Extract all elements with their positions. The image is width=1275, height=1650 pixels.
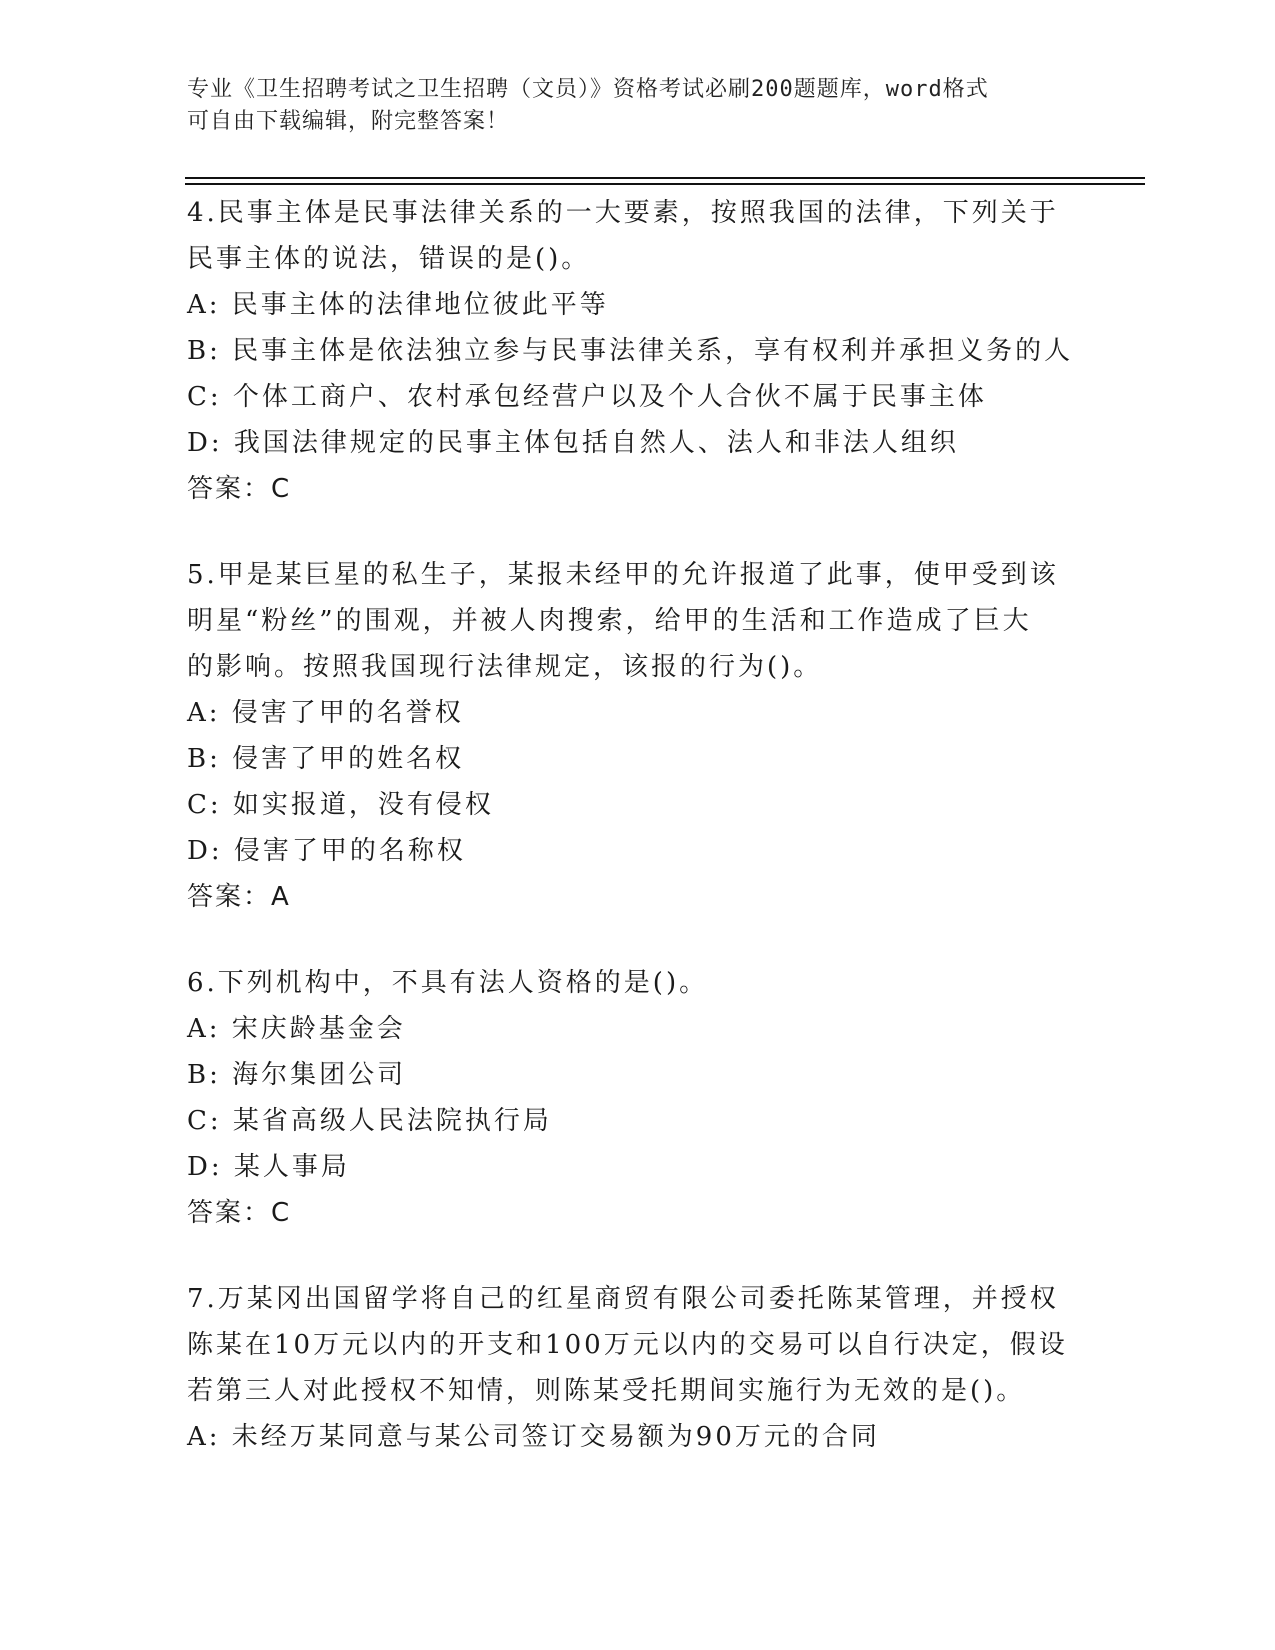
header-divider-bottom bbox=[185, 183, 1145, 185]
stem-line: 5.甲是某巨星的私生子，某报未经甲的允许报道了此事，使甲受到该 bbox=[187, 560, 1059, 590]
option-b: B: 民事主体是依法独立参与民事法律关系，享有权利并承担义务的人 bbox=[187, 336, 1074, 366]
header-line-2: 可自由下载编辑，附完整答案！ bbox=[187, 109, 510, 134]
option-c: C: 如实报道，没有侵权 bbox=[187, 790, 494, 820]
stem-line: 4.民事主体是民事法律关系的一大要素，按照我国的法律，下列关于 bbox=[187, 198, 1059, 228]
option-a: A: 侵害了甲的名誉权 bbox=[187, 698, 464, 728]
document-header bbox=[187, 74, 1087, 138]
question-stem bbox=[187, 552, 1087, 690]
stem-line: 若第三人对此授权不知情，则陈某受托期间实施行为无效的是()。 bbox=[187, 1376, 1026, 1406]
option-c: C: 个体工商户、农村承包经营户以及个人合伙不属于民事主体 bbox=[187, 382, 987, 412]
question-7 bbox=[187, 1276, 1087, 1460]
stem-line: 明星“粉丝”的围观，并被人肉搜索，给甲的生活和工作造成了巨大 bbox=[187, 606, 1032, 636]
answer-line: 答案：C bbox=[187, 474, 292, 504]
option-a: A: 宋庆龄基金会 bbox=[187, 1014, 406, 1044]
header-line-1: 专业《卫生招聘考试之卫生招聘（文员）》资格考试必刷200题题库，word格式 bbox=[187, 77, 989, 102]
question-stem bbox=[187, 190, 1087, 282]
question-stem bbox=[187, 1276, 1087, 1414]
option-b: B: 海尔集团公司 bbox=[187, 1060, 407, 1090]
option-c: C: 某省高级人民法院执行局 bbox=[187, 1106, 552, 1136]
option-d: D: 某人事局 bbox=[187, 1152, 350, 1182]
question-4 bbox=[187, 190, 1087, 512]
option-d: D: 我国法律规定的民事主体包括自然人、法人和非法人组织 bbox=[187, 428, 959, 458]
option-a: A: 民事主体的法律地位彼此平等 bbox=[187, 290, 609, 320]
answer-line: 答案：A bbox=[187, 882, 291, 912]
option-a: A: 未经万某同意与某公司签订交易额为90万元的合同 bbox=[187, 1422, 880, 1452]
question-5 bbox=[187, 552, 1087, 920]
stem-line: 民事主体的说法，错误的是()。 bbox=[187, 244, 591, 274]
stem-line: 6.下列机构中，不具有法人资格的是()。 bbox=[187, 968, 709, 998]
question-list bbox=[187, 190, 1087, 1500]
question-stem bbox=[187, 960, 1087, 1006]
stem-line: 的影响。按照我国现行法律规定，该报的行为()。 bbox=[187, 652, 823, 682]
stem-line: 陈某在10万元以内的开支和100万元以内的交易可以自行决定，假设 bbox=[187, 1330, 1068, 1360]
option-b: B: 侵害了甲的姓名权 bbox=[187, 744, 465, 774]
option-d: D: 侵害了甲的名称权 bbox=[187, 836, 466, 866]
stem-line: 7.万某冈出国留学将自己的红星商贸有限公司委托陈某管理，并授权 bbox=[187, 1284, 1059, 1314]
answer-line: 答案：C bbox=[187, 1198, 292, 1228]
question-6 bbox=[187, 960, 1087, 1236]
header-divider-top bbox=[185, 177, 1145, 179]
